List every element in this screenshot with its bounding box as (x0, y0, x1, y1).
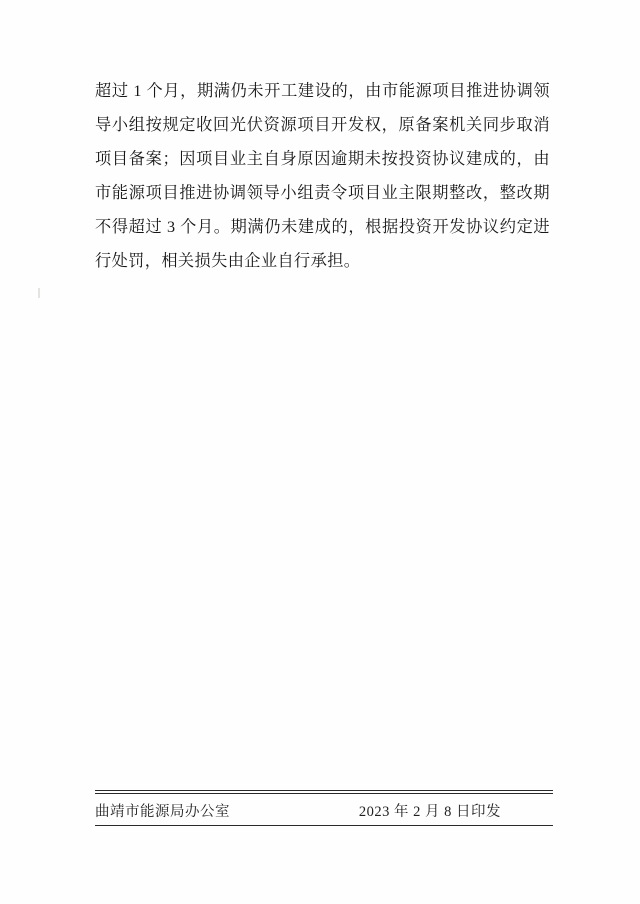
footer-issuer: 曲靖市能源局办公室 (95, 804, 230, 820)
body-paragraph: 超过 1 个月，期满仍未开工建设的，由市能源项目推进协调领导小组按规定收回光伏资源项目开发权，原备案机关同步取消项目备案；因项目业主自身原因逾期未按投资协议建成的，由市能源项目推进协调领导小组责令项目业主限期整改，整改期不得超过 3 个月。期满仍未建成的，根据投资开发协议约定进行处罚，相关损失由企业自行承担。 (95, 82, 550, 270)
footer-issue-date: 2023 年 2 月 8 日印发 (358, 804, 501, 820)
body-text-block (95, 74, 550, 278)
paper-speck (38, 288, 40, 298)
page-footer (95, 790, 553, 826)
footer-row (95, 794, 553, 825)
footer-rule-bottom (95, 825, 553, 826)
